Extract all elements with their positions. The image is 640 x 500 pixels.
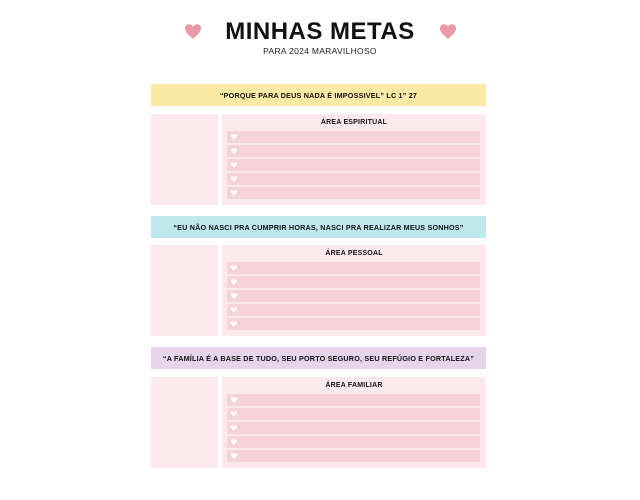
goal-row[interactable]: [227, 187, 480, 199]
heart-icon: [231, 425, 237, 431]
goal-row[interactable]: [227, 422, 480, 434]
goal-row[interactable]: [227, 394, 480, 406]
goal-row[interactable]: [227, 304, 480, 316]
quote-banner-personal: “EU NÃO NASCI PRA CUMPRIR HORAS, NASCI PRA REALIZAR MEUS SONHOS”: [151, 216, 486, 238]
area-title: ÁREA ESPIRITUAL: [320, 119, 388, 126]
goal-list-box: [222, 114, 486, 205]
goal-rows: [227, 131, 480, 201]
heart-icon: [231, 411, 237, 417]
page-subtitle: PARA 2024 MARAVILHOSO: [263, 46, 377, 56]
goal-list-box: [222, 245, 486, 336]
quote-banner-family: “A FAMÍLIA É A BASE DE TUDO, SEU PORTO SEGURO, SEU REFÚGIO E FORTALEZA”: [151, 347, 486, 369]
goal-row[interactable]: [227, 450, 480, 462]
goal-section-personal: [151, 245, 486, 336]
page-header: [0, 0, 640, 70]
heart-icon: [231, 439, 237, 445]
heart-icon: [231, 321, 237, 327]
goal-row[interactable]: [227, 159, 480, 171]
goal-row[interactable]: [227, 145, 480, 157]
heart-icon: [231, 293, 237, 299]
heart-icon: [231, 148, 237, 154]
goal-row[interactable]: [227, 173, 480, 185]
heart-icon: [440, 24, 456, 39]
goal-section-spiritual: [151, 114, 486, 205]
heart-icon: [231, 307, 237, 313]
goal-rows: [227, 394, 480, 464]
goal-row[interactable]: [227, 318, 480, 330]
quote-banner-spiritual: “PORQUE PARA DEUS NADA É IMPOSSIVEL” LC 1” 27: [151, 84, 486, 106]
goal-row[interactable]: [227, 276, 480, 288]
page-title: MINHAS METAS: [225, 18, 415, 45]
area-title: ÁREA PESSOAL: [325, 250, 383, 257]
goal-list-box: [222, 377, 486, 468]
heart-icon: [231, 176, 237, 182]
heart-icon: [231, 134, 237, 140]
goal-row[interactable]: [227, 262, 480, 274]
heart-icon: [231, 397, 237, 403]
goal-row[interactable]: [227, 408, 480, 420]
heart-icon: [231, 265, 237, 271]
heart-icon: [231, 453, 237, 459]
notes-box[interactable]: [151, 245, 218, 336]
notes-box[interactable]: [151, 377, 218, 468]
area-title: ÁREA FAMILIAR: [325, 382, 383, 389]
heart-icon: [231, 190, 237, 196]
goal-row[interactable]: [227, 290, 480, 302]
goal-row[interactable]: [227, 131, 480, 143]
heart-icon: [231, 162, 237, 168]
goal-rows: [227, 262, 480, 332]
goal-row[interactable]: [227, 436, 480, 448]
heart-icon: [231, 279, 237, 285]
goal-section-family: [151, 377, 486, 468]
notes-box[interactable]: [151, 114, 218, 205]
